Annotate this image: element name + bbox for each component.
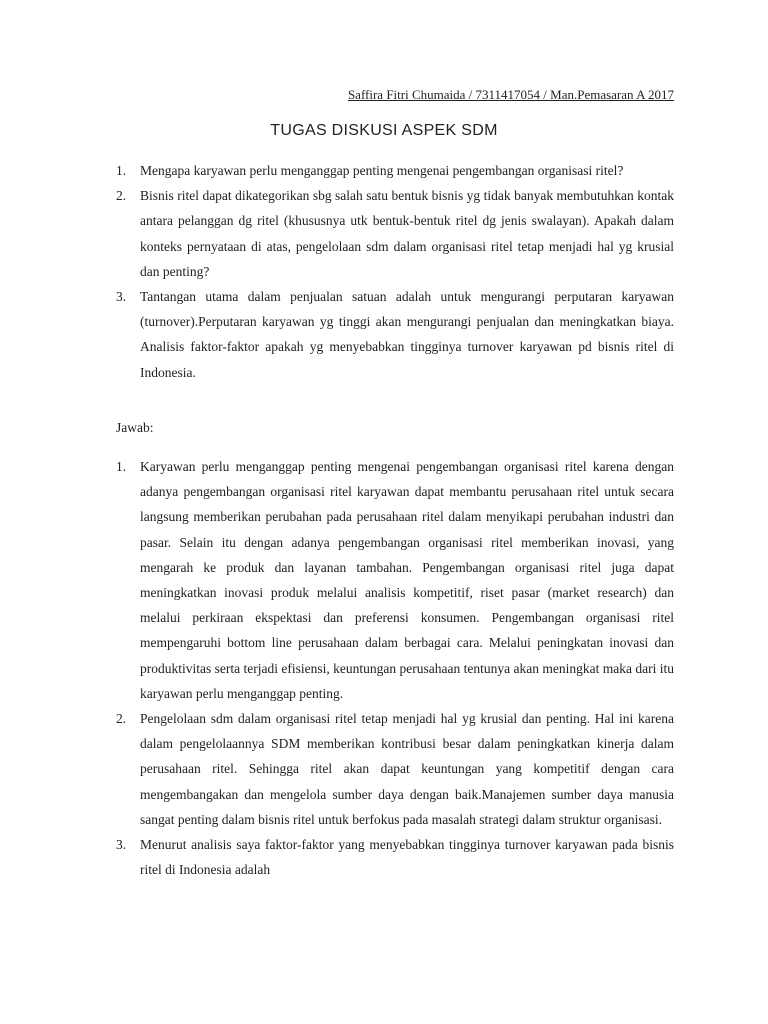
- question-number: 2.: [116, 188, 127, 204]
- question-text: Mengapa karyawan perlu menganggap penting mengenai pengembangan organisasi ritel?: [140, 163, 624, 178]
- answer-number: 1.: [116, 459, 127, 474]
- question-list: [116, 158, 674, 385]
- answer-number: 2.: [116, 711, 127, 727]
- answer-number: 3.: [116, 837, 127, 853]
- question-text: Tantangan utama dalam penjualan satuan adalah untuk mengurangi perputaran karyawan (turnover).Perputaran karyawan yg tinggi akan mengurangi penjualan dan meningkatkan biaya. Analisis faktor-faktor apakah yg menyebabkan tingginya turnover karyawan pd bisnis ritel di Indonesia.: [140, 289, 674, 380]
- answer-list: [116, 454, 674, 882]
- question-item: [116, 183, 674, 284]
- answer-item: [116, 706, 674, 832]
- answer-item: [116, 832, 674, 882]
- answer-item: [116, 454, 674, 706]
- answer-heading: Jawab:: [116, 420, 154, 435]
- author-line: Saffira Fitri Chumaida / 7311417054 / Man.Pemasaran A 2017: [347, 87, 674, 102]
- question-number: 3.: [116, 289, 127, 305]
- document-title: TUGAS DISKUSI ASPEK SDM: [270, 122, 498, 139]
- question-text: Bisnis ritel dapat dikategorikan sbg salah satu bentuk bisnis yg tidak banyak membutuhkan kontak antara pelanggan dg ritel (khususnya utk bentuk-bentuk ritel dg jenis swalayan). Apakah dalam konteks pernyataan di atas, pengelolaan sdm dalam organisasi ritel tetap menjadi hal yg krusial dan penting?: [140, 188, 674, 279]
- question-number: 1.: [116, 163, 127, 178]
- answer-text: Karyawan perlu menganggap penting mengenai pengembangan organisasi ritel karena dengan adanya pengembangan organisasi ritel karyawan dapat membantu perusahaan ritel untuk secara langsung memberikan perubahan pada perusahaan ritel dalam menyikapi perubahan industri dan pasar. Selain itu dengan adanya pengembangan organisasi ritel memberikan inovasi, yang mengarah ke produk dan layanan tambahan. Pengembangan organisasi ritel juga dapat meningkatkan inovasi produk melalui analisis kompetitif, riset pasar (market research) dan melalui perkiraan ekspektasi dan preferensi konsumen. Pengembangan organisasi ritel mempengaruhi bottom line perusahaan dalam berbagai cara. Melalui peningkatan inovasi dan produktivitas serta terjadi efisiensi, keuntungan perusahaan tentunya akan meningkat maka dari itu karyawan perlu menganggap penting.: [140, 459, 674, 701]
- question-item: [116, 158, 674, 183]
- question-item: [116, 284, 674, 385]
- answer-text: Menurut analisis saya faktor-faktor yang menyebabkan tingginya turnover karyawan pada bisnis ritel di Indonesia adalah: [140, 837, 674, 878]
- answer-text: Pengelolaan sdm dalam organisasi ritel tetap menjadi hal yg krusial dan penting. Hal ini karena dalam pengelolaannya SDM memberikan kontribusi besar dalam peningkatkan kinerja dalam perusahaan ritel. Sehingga ritel akan dapat keuntungan yang kompetitif dengan cara mengembangakan dan mengelola sumber daya dengan baik.Manajemen sumber daya manusia sangat penting dalam bisnis ritel untuk berfokus pada masalah strategi dalam struktur organisasi.: [140, 711, 674, 827]
